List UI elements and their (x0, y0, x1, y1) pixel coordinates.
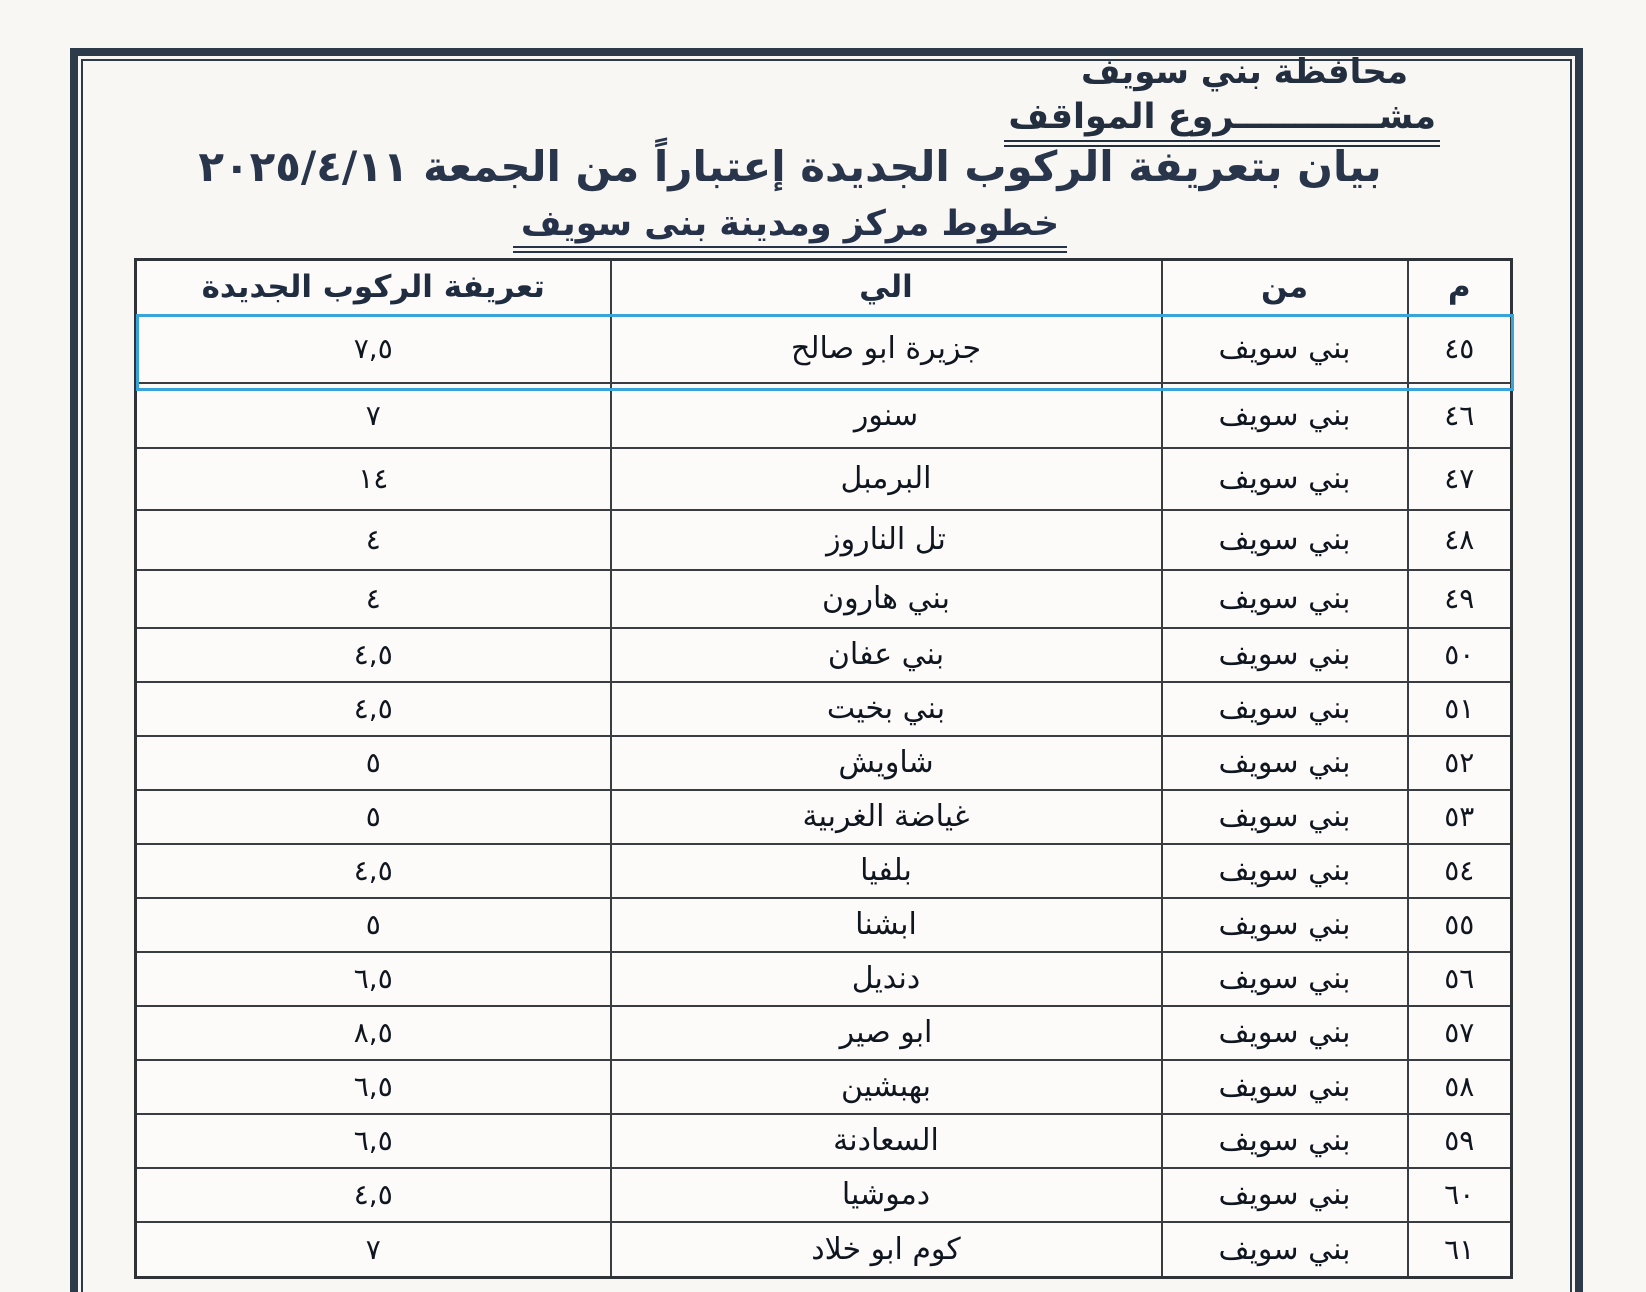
cell-new-fare: ٨,٥ (136, 1006, 611, 1060)
cell-number: ٤٦ (1408, 383, 1512, 448)
cell-number: ٥٣ (1408, 790, 1512, 844)
cell-from: بني سويف (1162, 510, 1408, 570)
cell-new-fare: ٥ (136, 736, 611, 790)
cell-number: ٥٤ (1408, 844, 1512, 898)
cell-to: ابو صير (611, 1006, 1162, 1060)
cell-to: ابشنا (611, 898, 1162, 952)
fare-table-container (137, 258, 1513, 1279)
cell-from: بني سويف (1162, 736, 1408, 790)
document-subtitle: خطوط مركز ومدينة بنى سويف (513, 204, 1067, 253)
cell-new-fare: ٤ (136, 570, 611, 628)
cell-from: بني سويف (1162, 1060, 1408, 1114)
table-row (136, 628, 1512, 682)
cell-new-fare: ٤,٥ (136, 844, 611, 898)
cell-number: ٥٢ (1408, 736, 1512, 790)
cell-number: ٥٠ (1408, 628, 1512, 682)
cell-new-fare: ١٤ (136, 448, 611, 510)
cell-to: تل الناروز (611, 510, 1162, 570)
table-row (136, 1060, 1512, 1114)
project-name: مشــــــــــــروع المواقف (1004, 97, 1440, 147)
cell-new-fare: ٤,٥ (136, 682, 611, 736)
cell-from: بني سويف (1162, 315, 1408, 383)
cell-to: بهبشين (611, 1060, 1162, 1114)
cell-new-fare: ٥ (136, 790, 611, 844)
fare-table-body (136, 315, 1512, 1278)
cell-number: ٤٩ (1408, 570, 1512, 628)
table-row (136, 1222, 1512, 1278)
table-row (136, 510, 1512, 570)
document-subtitle-row (0, 204, 1580, 253)
cell-from: بني سويف (1162, 682, 1408, 736)
cell-number: ٤٥ (1408, 315, 1512, 383)
cell-number: ٥٥ (1408, 898, 1512, 952)
cell-to: جزيرة ابو صالح (611, 315, 1162, 383)
table-row (136, 898, 1512, 952)
cell-from: بني سويف (1162, 1168, 1408, 1222)
cell-new-fare: ٦,٥ (136, 1060, 611, 1114)
col-header-new-fare: تعريفة الركوب الجديدة (136, 260, 611, 315)
header-row (136, 260, 1512, 315)
cell-number: ٤٧ (1408, 448, 1512, 510)
cell-from: بني سويف (1162, 1222, 1408, 1278)
cell-new-fare: ٤,٥ (136, 1168, 611, 1222)
table-row (136, 682, 1512, 736)
cell-number: ٥٩ (1408, 1114, 1512, 1168)
cell-number: ٦٠ (1408, 1168, 1512, 1222)
table-row (136, 383, 1512, 448)
cell-from: بني سويف (1162, 844, 1408, 898)
cell-to: بني عفان (611, 628, 1162, 682)
cell-to: دموشيا (611, 1168, 1162, 1222)
cell-new-fare: ٧,٥ (136, 315, 611, 383)
cell-number: ٤٨ (1408, 510, 1512, 570)
cell-to: بني بخيت (611, 682, 1162, 736)
cell-number: ٦١ (1408, 1222, 1512, 1278)
cell-new-fare: ٧ (136, 383, 611, 448)
cell-from: بني سويف (1162, 898, 1408, 952)
cell-new-fare: ٦,٥ (136, 1114, 611, 1168)
table-row (136, 790, 1512, 844)
cell-to: دنديل (611, 952, 1162, 1006)
cell-new-fare: ٧ (136, 1222, 611, 1278)
table-row (136, 1168, 1512, 1222)
col-header-from: من (1162, 260, 1408, 315)
table-row (136, 952, 1512, 1006)
cell-to: كوم ابو خلاد (611, 1222, 1162, 1278)
cell-new-fare: ٤ (136, 510, 611, 570)
cell-to: بني هارون (611, 570, 1162, 628)
table-row (136, 844, 1512, 898)
cell-to: البرمبل (611, 448, 1162, 510)
col-header-to: الي (611, 260, 1162, 315)
cell-to: سنور (611, 383, 1162, 448)
cell-new-fare: ٦,٥ (136, 952, 611, 1006)
cell-number: ٥٧ (1408, 1006, 1512, 1060)
governorate-name: محافظة بني سويف (1080, 52, 1408, 92)
cell-from: بني سويف (1162, 1114, 1408, 1168)
cell-to: غياضة الغربية (611, 790, 1162, 844)
table-row (136, 1114, 1512, 1168)
cell-to: شاويش (611, 736, 1162, 790)
fare-table (134, 258, 1513, 1279)
cell-from: بني سويف (1162, 790, 1408, 844)
cell-from: بني سويف (1162, 448, 1408, 510)
table-row (136, 736, 1512, 790)
cell-to: بلفيا (611, 844, 1162, 898)
cell-from: بني سويف (1162, 570, 1408, 628)
table-row (136, 315, 1512, 383)
document-title: بيان بتعريفة الركوب الجديدة إعتباراً من الجمعة ٢٠٢٥/٤/١١ (198, 142, 1382, 191)
cell-number: ٥٦ (1408, 952, 1512, 1006)
table-row (136, 1006, 1512, 1060)
cell-new-fare: ٤,٥ (136, 628, 611, 682)
fare-table-header (136, 260, 1512, 315)
table-row (136, 448, 1512, 510)
document-title-row (0, 142, 1580, 191)
cell-from: بني سويف (1162, 1006, 1408, 1060)
cell-number: ٥١ (1408, 682, 1512, 736)
table-row (136, 570, 1512, 628)
cell-from: بني سويف (1162, 628, 1408, 682)
cell-from: بني سويف (1162, 952, 1408, 1006)
cell-to: السعادنة (611, 1114, 1162, 1168)
cell-new-fare: ٥ (136, 898, 611, 952)
cell-number: ٥٨ (1408, 1060, 1512, 1114)
col-header-number: م (1408, 260, 1512, 315)
cell-from: بني سويف (1162, 383, 1408, 448)
